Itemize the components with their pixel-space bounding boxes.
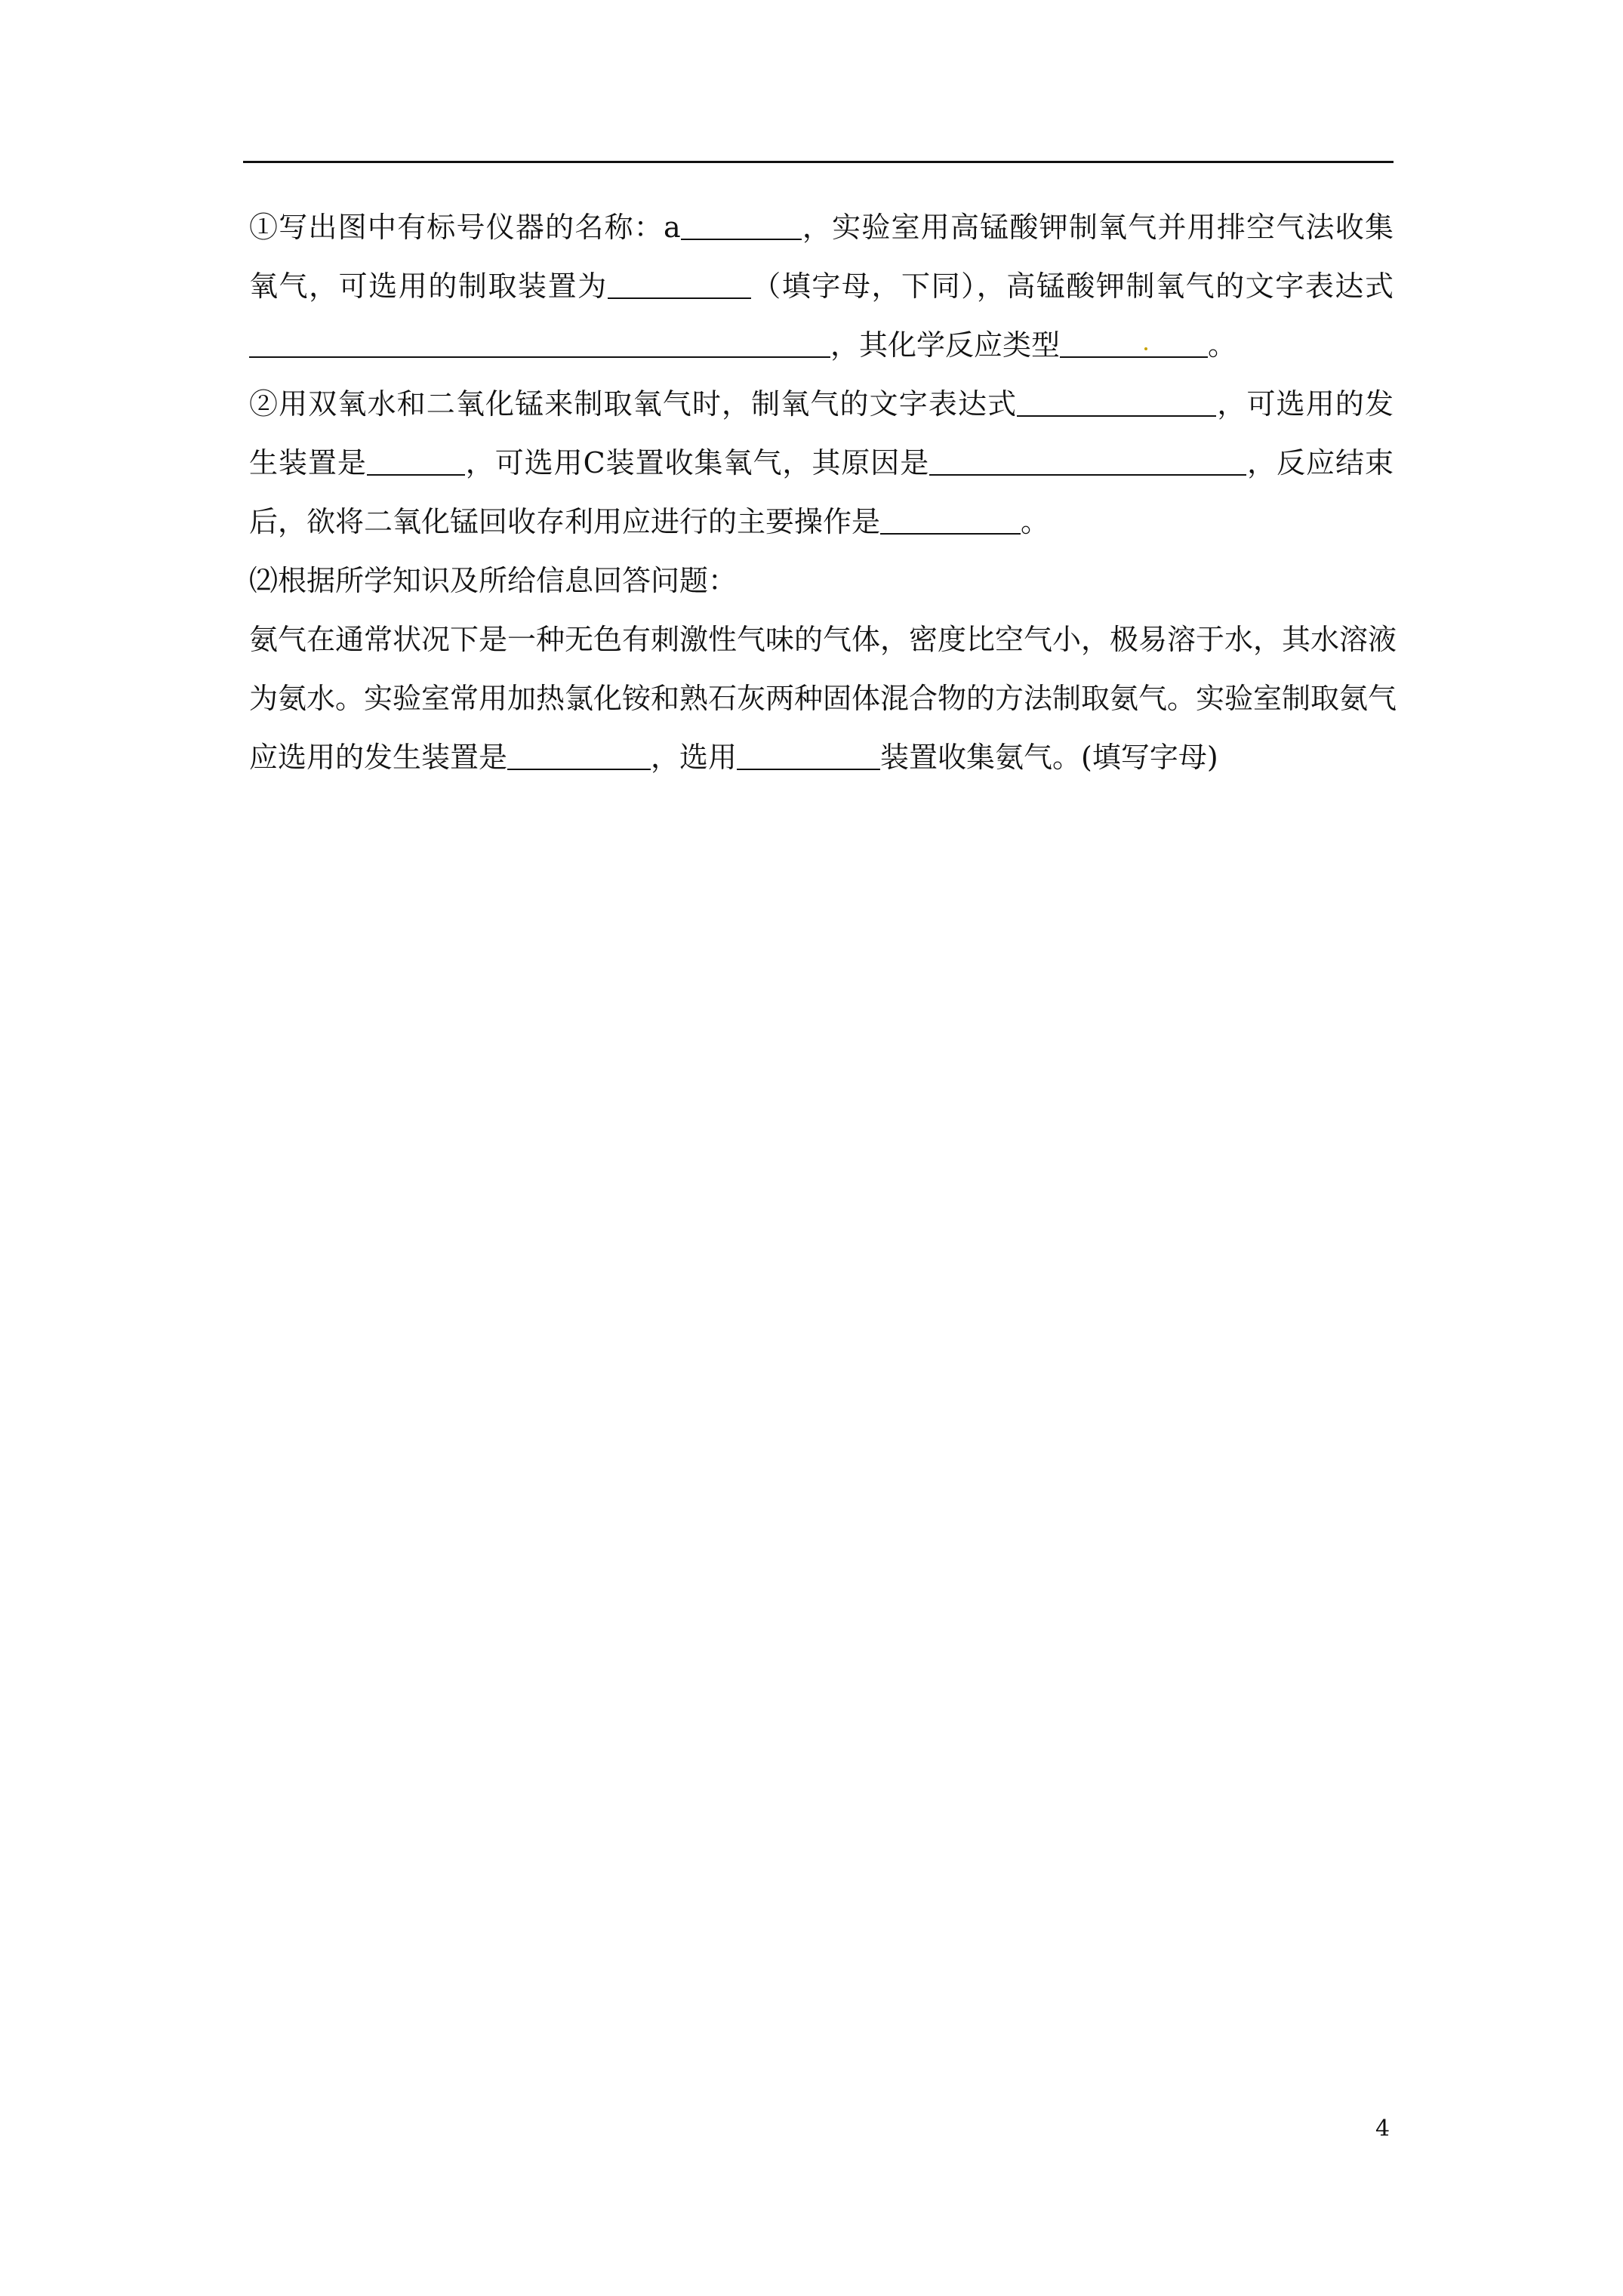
part2-line-2 bbox=[249, 669, 1397, 728]
answer-blank-reaction-type[interactable] bbox=[1060, 331, 1208, 358]
answer-blank-word-equation-2[interactable] bbox=[1017, 390, 1216, 417]
answer-blank-ammonia-collector[interactable] bbox=[737, 743, 880, 770]
q2-line-2 bbox=[249, 433, 1394, 492]
q1-line2-text-a: 氧气，可选用的制取装置为 bbox=[249, 270, 608, 303]
q2-line3-text-a: 后，欲将二氧化锰回收存利用应进行的主要操作是 bbox=[249, 505, 881, 538]
q2-line2-text-a: 生装置是 bbox=[249, 446, 367, 479]
answer-blank-word-equation-1[interactable] bbox=[249, 331, 830, 358]
q1-line-2 bbox=[249, 257, 1394, 316]
part2-line3-text-b: ，选用 bbox=[651, 741, 738, 774]
answer-blank-reason[interactable] bbox=[929, 448, 1246, 476]
part2-line-1 bbox=[249, 610, 1397, 669]
answer-blank-ammonia-generator[interactable] bbox=[507, 743, 651, 770]
question-content bbox=[249, 198, 1397, 787]
part2-line3-text-a: 应选用的发生装置是 bbox=[249, 741, 508, 774]
q1-line2-text-b: （填字母，下同），高锰酸钾制氧气的文字表达式 bbox=[750, 270, 1394, 303]
part2-line-3 bbox=[249, 728, 1394, 787]
q2-line1-text-a: ②用双氧水和二氧化锰来制取氧气时，制氧气的文字表达式 bbox=[249, 387, 1018, 421]
part2-heading-text: ⑵根据所学知识及所给信息回答问题： bbox=[249, 564, 738, 597]
q1-line3-text-b: 。 bbox=[1208, 328, 1237, 362]
page-number: 4 bbox=[1375, 2116, 1390, 2142]
answer-blank-generator[interactable] bbox=[367, 448, 465, 476]
part2-line1-text: 氨气在通常状况下是一种无色有刺激性气味的气体，密度比空气小，极易溶于水，其水溶液 bbox=[249, 623, 1397, 656]
part2-line2-text: 为氨水。实验室常用加热氯化铵和熟石灰两种固体混合物的方法制取氨气。实验室制取氨气 bbox=[249, 682, 1397, 715]
answer-blank-operation[interactable] bbox=[880, 507, 1021, 535]
q2-line-1 bbox=[249, 374, 1394, 433]
answer-blank-apparatus[interactable] bbox=[608, 272, 751, 299]
q2-line3-text-b: 。 bbox=[1021, 505, 1050, 538]
yellow-dot-mark bbox=[1144, 347, 1147, 350]
answer-blank-instrument-a[interactable] bbox=[681, 213, 802, 240]
q1-line3-text-a: ，其化学反应类型 bbox=[830, 328, 1061, 362]
q2-line1-text-b: ，可选用的发 bbox=[1216, 387, 1394, 421]
header-rule bbox=[243, 161, 1394, 163]
part2-heading bbox=[249, 551, 1394, 610]
q1-line1-text-b: ，实验室用高锰酸钾制氧气并用排空气法收集 bbox=[801, 211, 1394, 244]
part2-line3-text-c: 装置收集氨气。(填写字母) bbox=[880, 741, 1218, 774]
q2-line2-text-b: ，可选用C装置收集氧气，其原因是 bbox=[464, 446, 930, 479]
q1-line1-text-a: ①写出图中有标号仪器的名称：a bbox=[249, 211, 681, 244]
q2-line-3 bbox=[249, 492, 1394, 551]
q2-line2-text-c: ，反应结束 bbox=[1246, 446, 1394, 479]
q1-line-3 bbox=[249, 316, 1394, 374]
q1-line-1 bbox=[249, 198, 1394, 257]
